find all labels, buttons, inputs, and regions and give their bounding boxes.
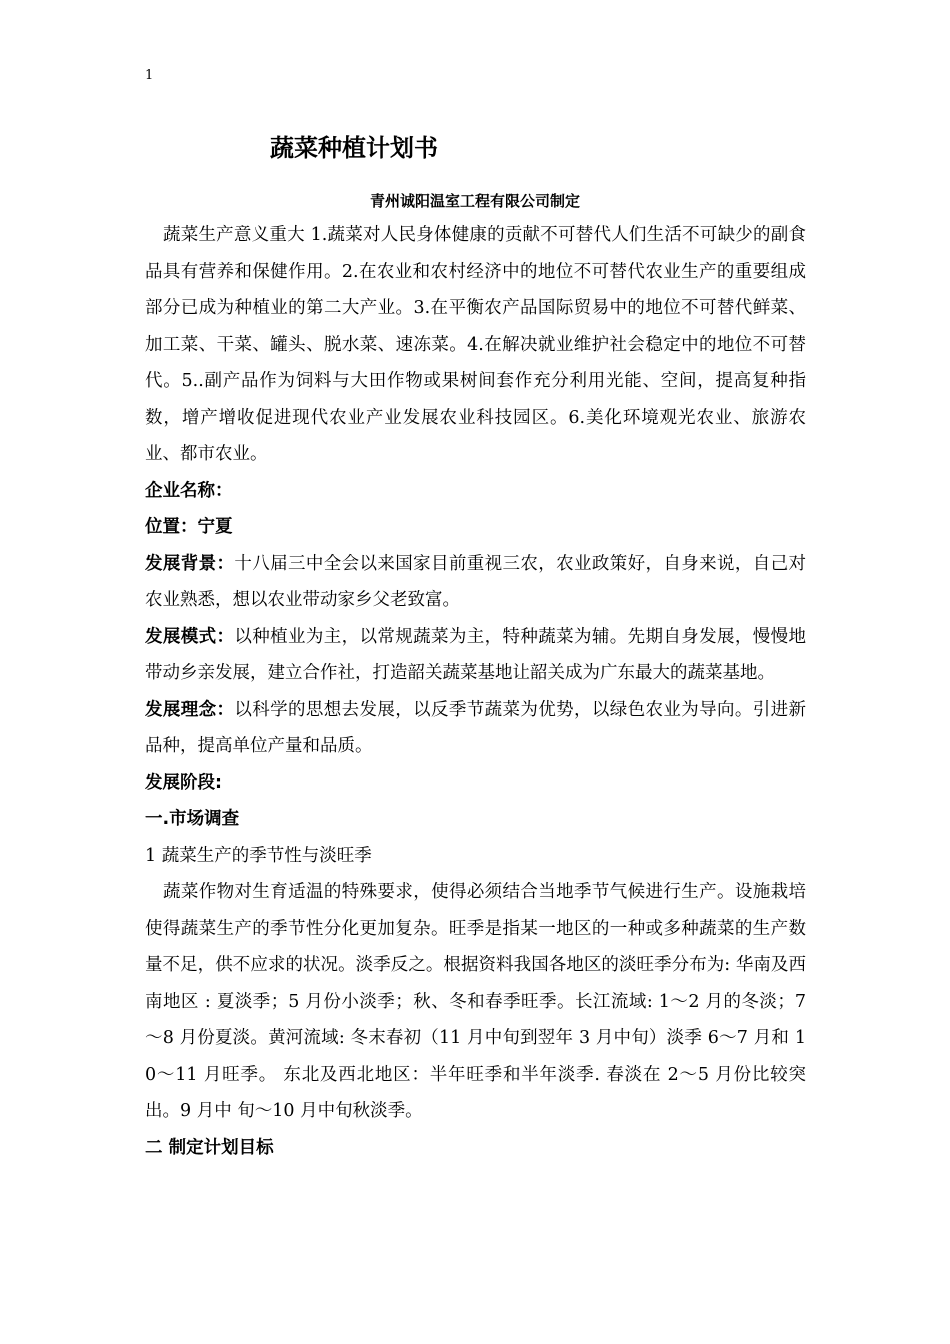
section1-subheading: 1 蔬菜生产的季节性与淡旺季 (145, 845, 372, 866)
section2-heading: 二 制定计划目标 (145, 1137, 274, 1158)
location-line (145, 509, 806, 546)
section1-heading: 一.市场调查 (145, 809, 240, 829)
page-number: 1 (145, 68, 154, 83)
background-label: 发展背景： (145, 553, 235, 574)
section1-paragraph: 蔬菜作物对生育适温的特殊要求，使得必须结合当地季节气候进行生产。设施栽培使得蔬菜生产的季节性分化更加复杂。旺季是指某一地区的一种或多种蔬菜的生产数量不足，供不应求的状况。淡季反之。根据资料我国各地区的淡旺季分布为: 华南及西南地区 : 夏淡季；5 月份小淡季；秋、冬和春季旺季。长江流域: 1～2 月的冬淡；7～8 月份夏淡。黄河流域: 冬末春初（11 月中旬到翌年 3 月中旬）淡季 6～7 月和 10～11 月旺季。 东北及西北地区：半年旺季和半年淡季. 春淡在 2～5 月份比较突出。9 月中 旬～10 月中旬秋淡季。 (145, 882, 806, 1121)
concept-label: 发展理念： (145, 699, 235, 720)
model-text: 以种植业为主，以常规蔬菜为主，特种蔬菜为辅。先期自身发展，慢慢地带动乡亲发展，建立合作社，打造韶关蔬菜基地让韶关成为广东最大的蔬菜基地。 (145, 626, 806, 683)
intro-paragraph: 蔬菜生产意义重大 1.蔬菜对人民身体健康的贡献不可替代人们生活不可缺少的副食品具有营养和保健作用。2.在农业和农村经济中的地位不可替代农业生产的重要组成部分已成为种植业的第二大产业。3.在平衡农产品国际贸易中的地位不可替代鲜菜、加工菜、干菜、罐头、脱水菜、速冻菜。4.在解决就业维护社会稳定中的地位不可替代。5..副产品作为饲料与大田作物或果树间套作充分利用光能、空间，提高复种指数，增产增收促进现代农业产业发展农业科技园区。6.美化环境观光农业、旅游农业、都市农业。 (145, 225, 806, 464)
model-paragraph (145, 619, 806, 692)
stages-heading: 发展阶段: (145, 772, 222, 793)
document-title: 蔬菜种植计划书 (270, 134, 438, 162)
concept-text: 以科学的思想去发展，以反季节蔬菜为优势，以绿色农业为导向。引进新品种，提高单位产量和品质。 (145, 699, 806, 756)
document-body (145, 217, 806, 1166)
location-label: 位置： (145, 517, 198, 537)
company-name-label: 企业名称： (145, 480, 233, 501)
location-value: 宁夏 (197, 517, 233, 537)
background-paragraph (145, 546, 806, 619)
document-subtitle: 青州诚阳温室工程有限公司制定 (369, 192, 580, 210)
model-label: 发展模式： (145, 626, 235, 647)
concept-paragraph (145, 692, 806, 765)
background-text: 十八届三中全会以来国家目前重视三农，农业政策好，自身来说，自己对农业熟悉，想以农业带动家乡父老致富。 (145, 553, 806, 610)
company-name-line (145, 473, 806, 510)
